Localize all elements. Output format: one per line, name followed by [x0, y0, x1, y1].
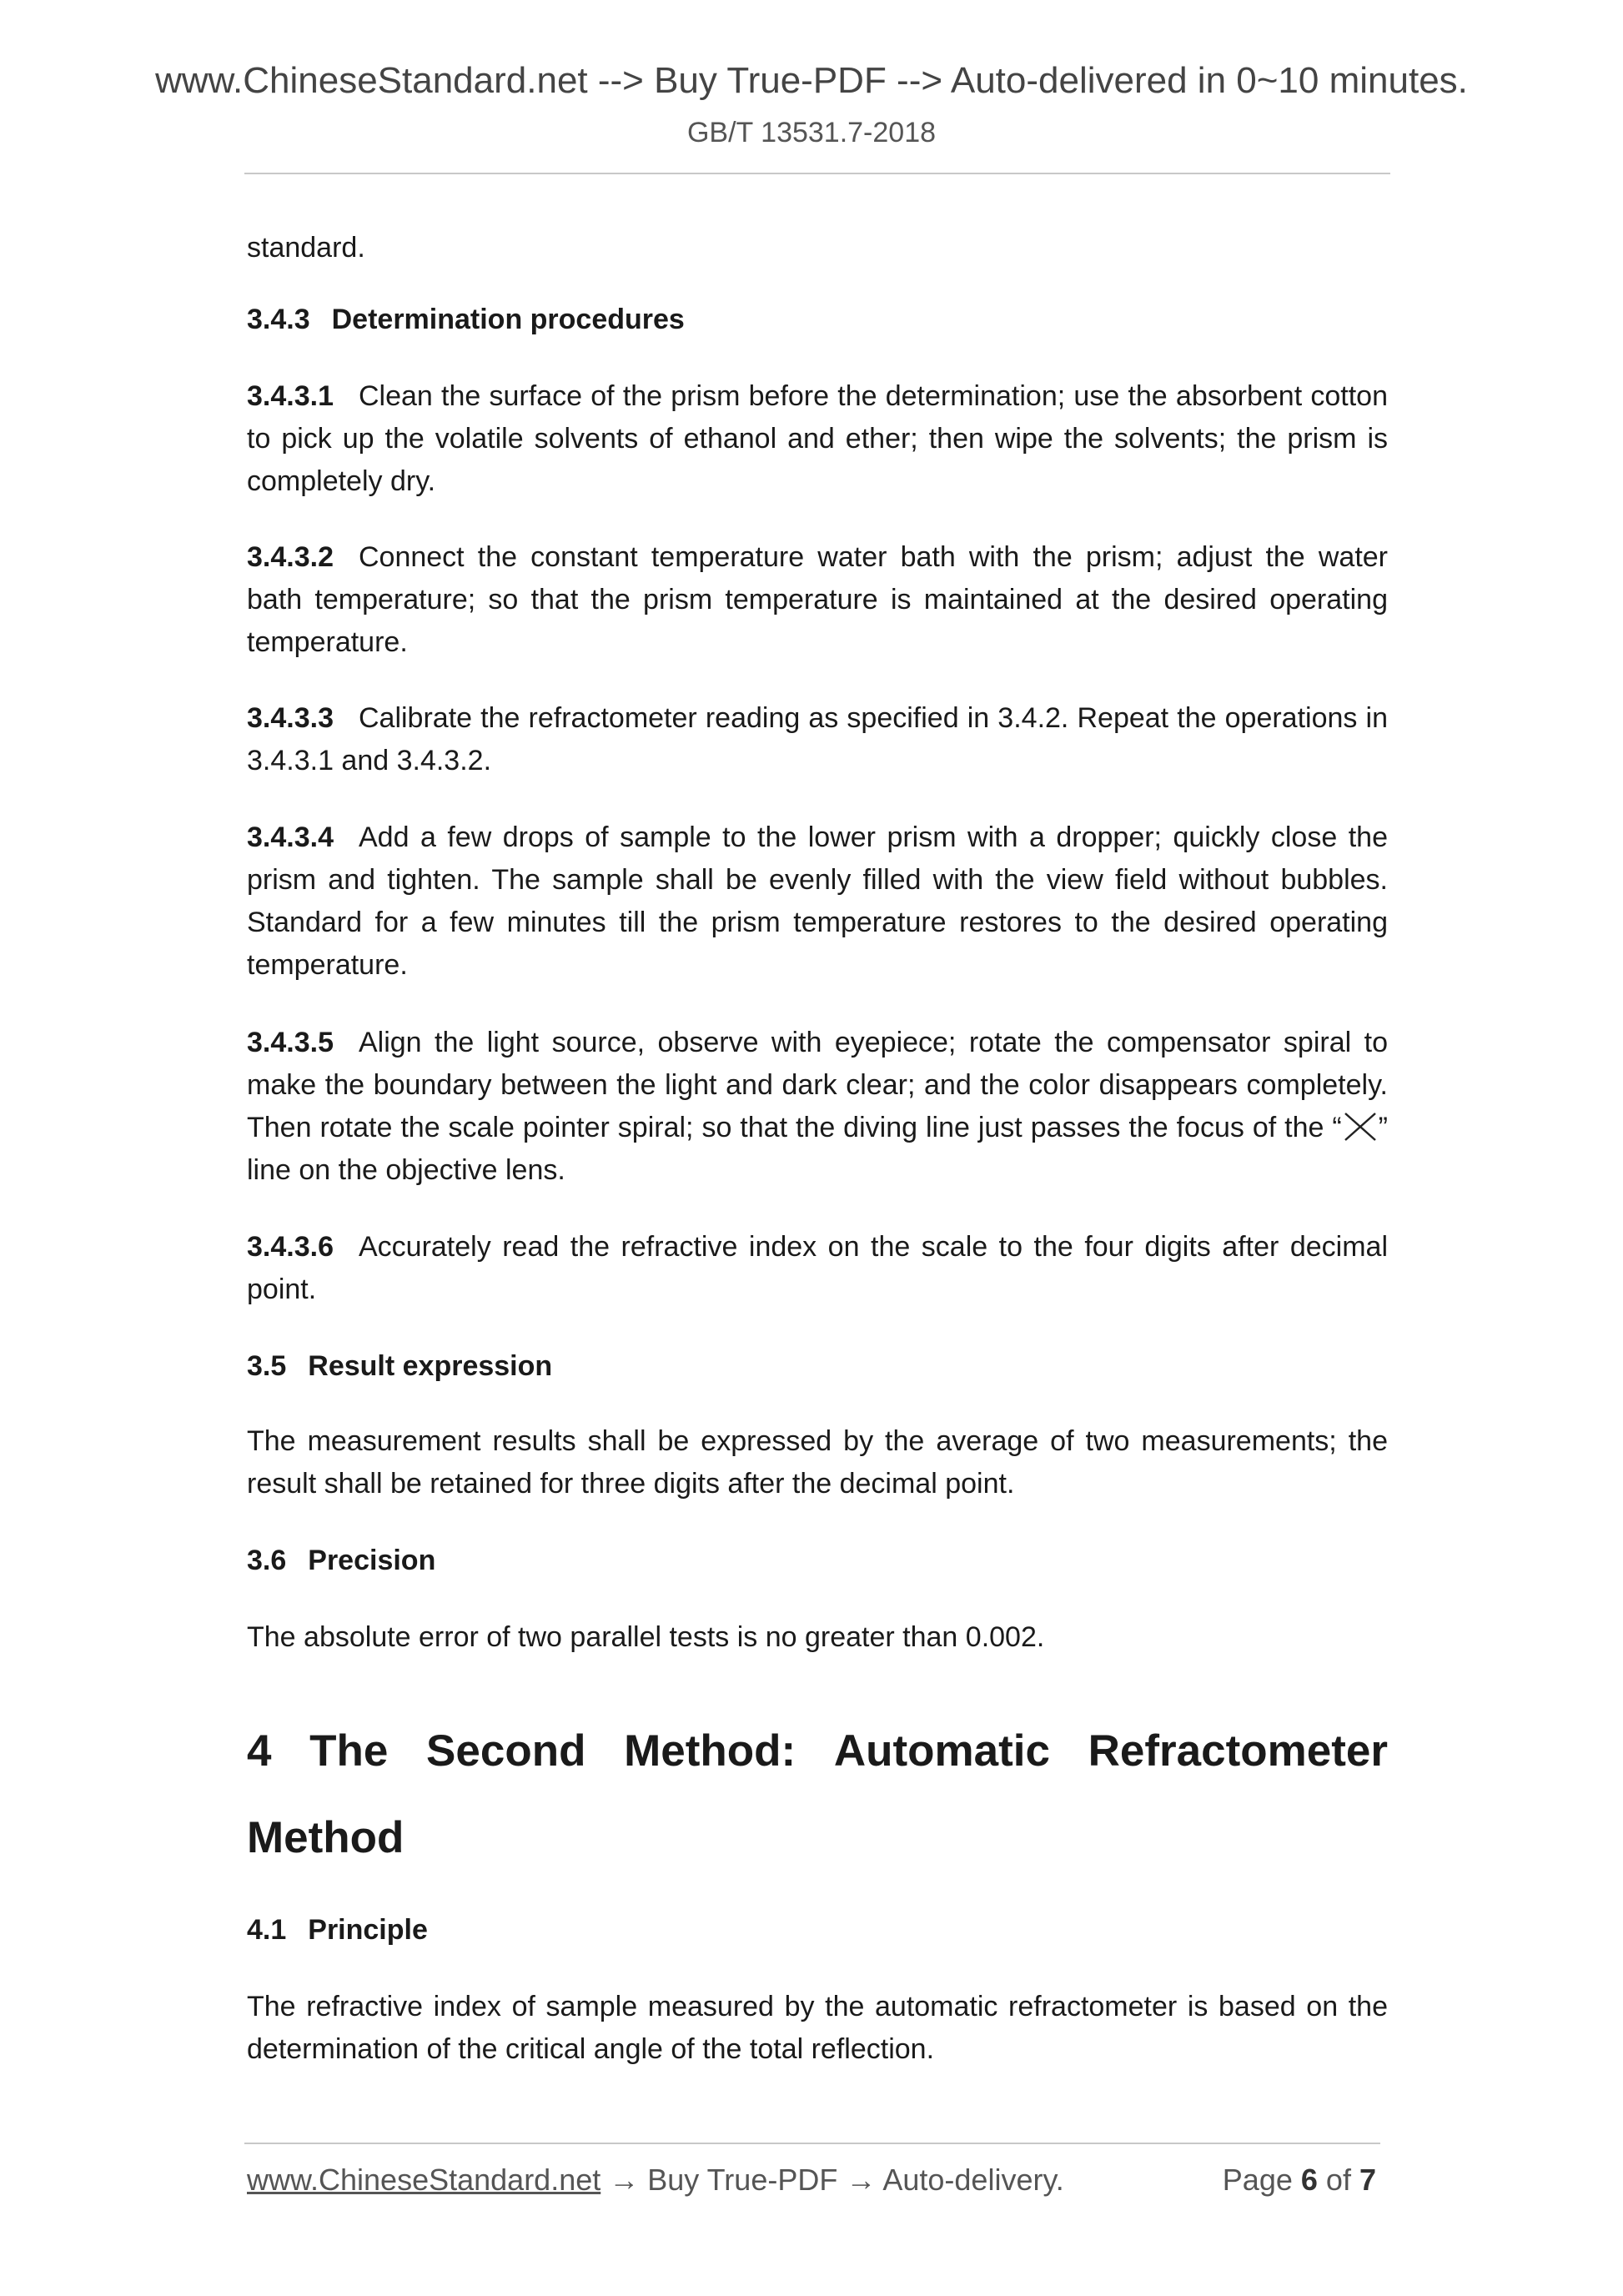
clause-number: 3.4.3.2: [247, 541, 334, 573]
footer-divider: [244, 2143, 1380, 2144]
clause-number: 3.4.3.6: [247, 1231, 334, 1263]
of-word: of: [1325, 2163, 1351, 2197]
page-total: 7: [1359, 2163, 1376, 2197]
footer-buy-text: Buy True-PDF: [647, 2163, 838, 2197]
paragraph-3-4-3-2: [247, 536, 1388, 664]
paragraph-3-4-3-4: [247, 816, 1388, 987]
paragraph-3-6: The absolute error of two parallel tests is no greater than 0.002.: [247, 1621, 1045, 1653]
standard-id: GB/T 13531.7-2018: [686, 117, 937, 148]
clause-text: Align the light source, observe with eyepiece; rotate the compensator spiral to make the boundary between the light and dark clear; and the color disappears completely. Then rotate the scale pointer spiral; so that the diving line just passes the focus of the “: [247, 1027, 1388, 1143]
section-3-6-heading: [247, 1540, 1388, 1582]
section-title: Precision: [308, 1545, 436, 1576]
paragraph-3-4-3-5: [247, 1022, 1388, 1192]
paragraph-3-4-3-6: [247, 1226, 1388, 1311]
section-number: 4.1: [247, 1914, 287, 1946]
section-number: 3.6: [247, 1545, 287, 1576]
footer-left: [247, 2163, 1064, 2198]
arrow-right-icon: →: [837, 2163, 883, 2197]
page-number: 6: [1300, 2163, 1318, 2197]
heading-word: Automatic: [833, 1726, 1050, 1776]
footer-delivery-text: Auto-delivery.: [882, 2163, 1064, 2197]
clause-text: Calibrate the refractometer reading as specified in 3.4.2. Repeat the operations in 3.4.3.1 and 3.4.3.2.: [247, 702, 1388, 776]
paragraph-3-4-3-3: [247, 697, 1388, 782]
chapter-number: 4: [247, 1726, 272, 1776]
paragraph-4-1: The refractive index of sample measured by the automatic refractometer is based on the determination of the critical angle of the total reflection.: [247, 1991, 1388, 2065]
section-3-4-3-heading: [247, 299, 1388, 341]
heading-word: Method:: [624, 1726, 796, 1776]
section-3-5-heading: [247, 1345, 1388, 1388]
section-title: Result expression: [308, 1350, 553, 1382]
crosshair-icon: [1342, 1110, 1379, 1143]
section-number: 3.5: [247, 1350, 287, 1382]
clause-number: 3.4.3.4: [247, 821, 334, 853]
clause-number: 3.4.3.1: [247, 380, 334, 412]
paragraph-3-5: The measurement results shall be expressed by the average of two measurements; the result shall be retained for three digits after the decimal point.: [247, 1425, 1388, 1500]
clause-text: Accurately read the refractive index on the scale to the four digits after decimal point.: [247, 1231, 1388, 1305]
footer-site-link[interactable]: www.ChineseStandard.net: [247, 2163, 601, 2197]
section-number: 3.4.3: [247, 304, 310, 335]
heading-word: The: [309, 1726, 389, 1776]
continuation-text: standard.: [247, 232, 365, 264]
section-title: Determination procedures: [331, 304, 685, 335]
paragraph-3-4-3-1: [247, 375, 1388, 503]
section-4-1-heading: [247, 1909, 1388, 1952]
clause-text: Clean the surface of the prism before the determination; use the absorbent cotton to pick up the volatile solvents of ethanol and ether; then wipe the solvents; the prism is completely dry.: [247, 380, 1388, 497]
heading-word: Refractometer: [1088, 1726, 1388, 1776]
clause-text: Connect the constant temperature water bath with the prism; adjust the water bath temperature; so that the prism temperature is maintained at the desired operating temperature.: [247, 541, 1388, 658]
arrow-right-icon: →: [600, 2163, 648, 2197]
heading-word: Method: [247, 1813, 404, 1862]
clause-text-end: ” line on the objective lens.: [247, 1112, 1388, 1186]
page-indicator: [1223, 2163, 1376, 2198]
heading-word: Second: [426, 1726, 586, 1776]
header-banner: www.ChineseStandard.net --> Buy True-PDF --> Auto-delivered in 0~10 minutes.: [155, 60, 1468, 101]
clause-text: Add a few drops of sample to the lower prism with a dropper; quickly close the prism and tighten. The sample shall be evenly filled with the view field without bubbles. Standard for a few minutes till the prism temperature restores to the desired operating temperature.: [247, 821, 1388, 981]
page-word: Page: [1222, 2163, 1293, 2197]
clause-number: 3.4.3.3: [247, 702, 334, 734]
header-divider: [244, 173, 1390, 174]
section-title: Principle: [308, 1914, 428, 1946]
chapter-4-heading: [247, 1708, 1388, 1882]
clause-number: 3.4.3.5: [247, 1027, 334, 1058]
